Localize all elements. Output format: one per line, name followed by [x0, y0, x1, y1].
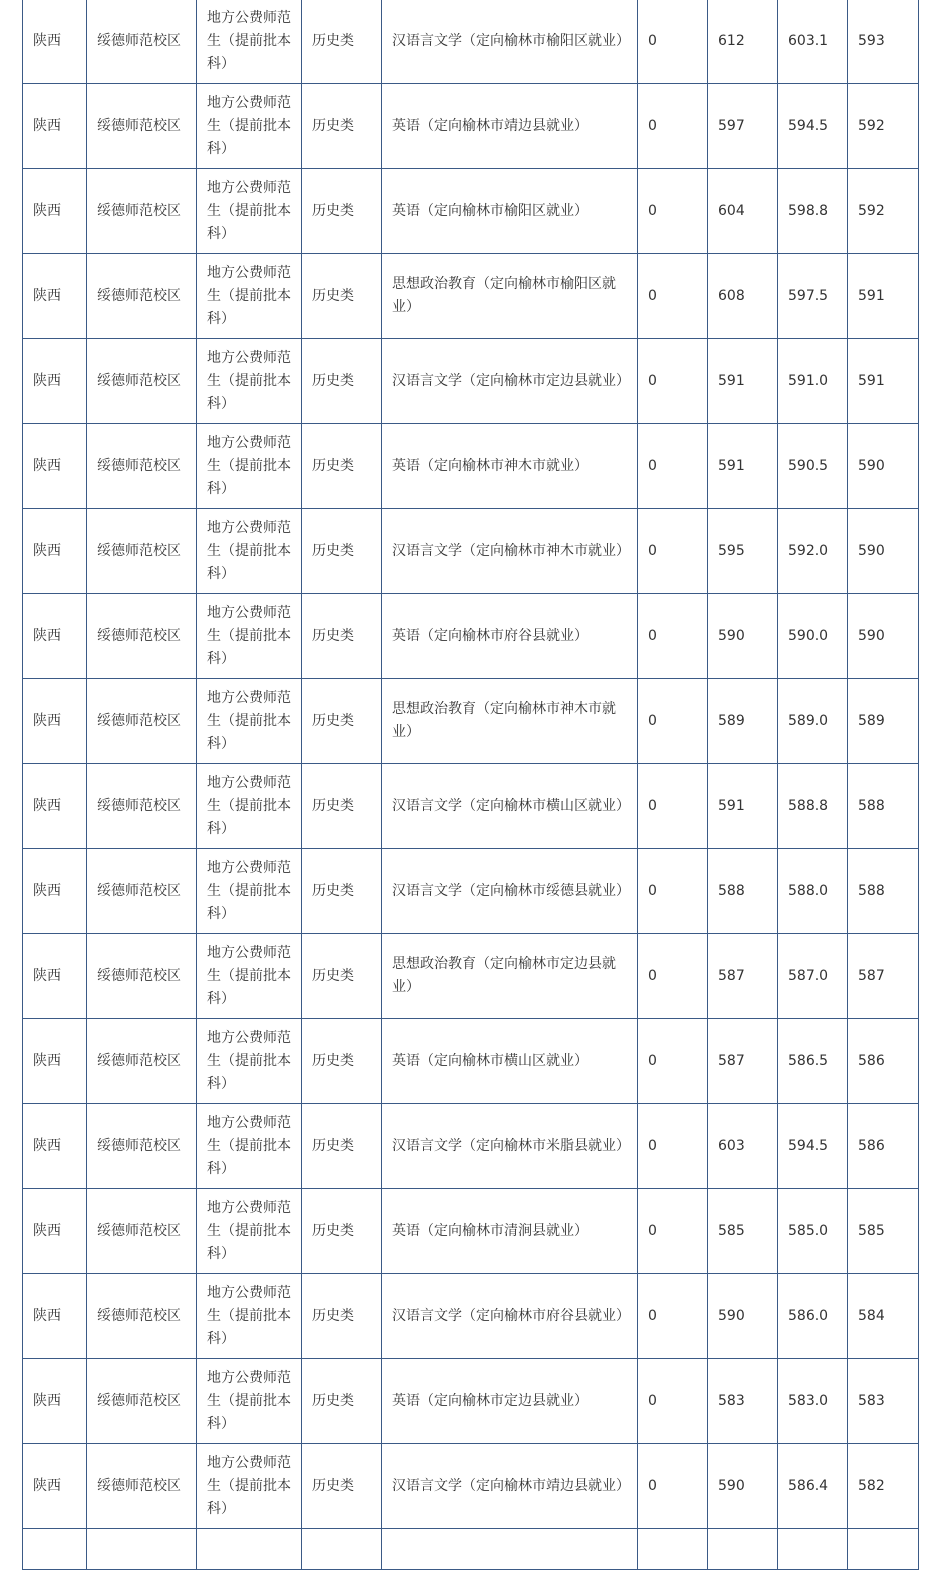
- avg-score-cell: 592.0: [778, 509, 848, 594]
- province-cell: 陕西: [23, 764, 87, 849]
- category-cell: 历史类: [302, 679, 382, 764]
- campus-cell: 绥德师范校区: [87, 169, 197, 254]
- avg-score-cell: 586.0: [778, 1274, 848, 1359]
- category-cell: 历史类: [302, 0, 382, 84]
- empty-cell: [197, 1529, 302, 1570]
- major-cell: 英语（定向榆林市清涧县就业）: [382, 1189, 638, 1274]
- category-cell: 历史类: [302, 849, 382, 934]
- plan-count-cell: 0: [638, 1274, 708, 1359]
- avg-score-cell: 583.0: [778, 1359, 848, 1444]
- min-score-cell: 591: [848, 254, 919, 339]
- empty-cell: [382, 1529, 638, 1570]
- min-score-cell: 585: [848, 1189, 919, 1274]
- table-row: [23, 1274, 919, 1359]
- avg-score-cell: 590.5: [778, 424, 848, 509]
- province-cell: 陕西: [23, 594, 87, 679]
- max-score-cell: 595: [708, 509, 778, 594]
- campus-cell: 绥德师范校区: [87, 1189, 197, 1274]
- table-row: [23, 169, 919, 254]
- province-cell: 陕西: [23, 84, 87, 169]
- plan-count-cell: 0: [638, 424, 708, 509]
- plan-count-cell: 0: [638, 849, 708, 934]
- empty-cell: [848, 1529, 919, 1570]
- category-cell: 历史类: [302, 254, 382, 339]
- plan-count-cell: 0: [638, 594, 708, 679]
- province-cell: 陕西: [23, 849, 87, 934]
- min-score-cell: 590: [848, 424, 919, 509]
- max-score-cell: 590: [708, 1444, 778, 1529]
- campus-cell: 绥德师范校区: [87, 1274, 197, 1359]
- avg-score-cell: 594.5: [778, 84, 848, 169]
- avg-score-cell: 588.0: [778, 849, 848, 934]
- min-score-cell: 588: [848, 849, 919, 934]
- min-score-cell: 584: [848, 1274, 919, 1359]
- major-cell: 思想政治教育（定向榆林市榆阳区就业）: [382, 254, 638, 339]
- max-score-cell: 604: [708, 169, 778, 254]
- avg-score-cell: 585.0: [778, 1189, 848, 1274]
- major-cell: 英语（定向榆林市定边县就业）: [382, 1359, 638, 1444]
- plan-count-cell: 0: [638, 1189, 708, 1274]
- max-score-cell: 608: [708, 254, 778, 339]
- plan-count-cell: 0: [638, 1019, 708, 1104]
- major-cell: 英语（定向榆林市神木市就业）: [382, 424, 638, 509]
- table-row: [23, 509, 919, 594]
- major-cell: 汉语言文学（定向榆林市府谷县就业）: [382, 1274, 638, 1359]
- province-cell: 陕西: [23, 339, 87, 424]
- campus-cell: 绥德师范校区: [87, 594, 197, 679]
- category-cell: 历史类: [302, 1444, 382, 1529]
- category-cell: 历史类: [302, 1104, 382, 1189]
- major-cell: 英语（定向榆林市府谷县就业）: [382, 594, 638, 679]
- batch-cell: 地方公费师范生（提前批本科）: [197, 1274, 302, 1359]
- category-cell: 历史类: [302, 169, 382, 254]
- table-row: [23, 254, 919, 339]
- campus-cell: 绥德师范校区: [87, 679, 197, 764]
- min-score-cell: 589: [848, 679, 919, 764]
- max-score-cell: 585: [708, 1189, 778, 1274]
- province-cell: 陕西: [23, 254, 87, 339]
- table-row: [23, 339, 919, 424]
- major-cell: 汉语言文学（定向榆林市神木市就业）: [382, 509, 638, 594]
- min-score-cell: 590: [848, 594, 919, 679]
- campus-cell: 绥德师范校区: [87, 849, 197, 934]
- campus-cell: 绥德师范校区: [87, 509, 197, 594]
- table-row: [23, 1444, 919, 1529]
- province-cell: 陕西: [23, 424, 87, 509]
- province-cell: 陕西: [23, 1274, 87, 1359]
- max-score-cell: 612: [708, 0, 778, 84]
- plan-count-cell: 0: [638, 254, 708, 339]
- max-score-cell: 603: [708, 1104, 778, 1189]
- admission-scores-table-container: [22, 0, 918, 1570]
- major-cell: 英语（定向榆林市靖边县就业）: [382, 84, 638, 169]
- batch-cell: 地方公费师范生（提前批本科）: [197, 1019, 302, 1104]
- empty-cell: [638, 1529, 708, 1570]
- batch-cell: 地方公费师范生（提前批本科）: [197, 509, 302, 594]
- min-score-cell: 587: [848, 934, 919, 1019]
- category-cell: 历史类: [302, 1359, 382, 1444]
- plan-count-cell: 0: [638, 509, 708, 594]
- table-body: [23, 0, 919, 1570]
- max-score-cell: 587: [708, 1019, 778, 1104]
- major-cell: 思想政治教育（定向榆林市神木市就业）: [382, 679, 638, 764]
- batch-cell: 地方公费师范生（提前批本科）: [197, 424, 302, 509]
- min-score-cell: 592: [848, 84, 919, 169]
- plan-count-cell: 0: [638, 1359, 708, 1444]
- max-score-cell: 589: [708, 679, 778, 764]
- max-score-cell: 591: [708, 339, 778, 424]
- table-row-partial: [23, 1529, 919, 1570]
- max-score-cell: 591: [708, 424, 778, 509]
- empty-cell: [778, 1529, 848, 1570]
- min-score-cell: 586: [848, 1019, 919, 1104]
- major-cell: 英语（定向榆林市榆阳区就业）: [382, 169, 638, 254]
- max-score-cell: 590: [708, 594, 778, 679]
- campus-cell: 绥德师范校区: [87, 764, 197, 849]
- batch-cell: 地方公费师范生（提前批本科）: [197, 84, 302, 169]
- province-cell: 陕西: [23, 169, 87, 254]
- max-score-cell: 590: [708, 1274, 778, 1359]
- table-row: [23, 934, 919, 1019]
- province-cell: 陕西: [23, 1104, 87, 1189]
- max-score-cell: 588: [708, 849, 778, 934]
- province-cell: 陕西: [23, 509, 87, 594]
- table-row: [23, 1019, 919, 1104]
- major-cell: 汉语言文学（定向榆林市横山区就业）: [382, 764, 638, 849]
- campus-cell: 绥德师范校区: [87, 84, 197, 169]
- table-row: [23, 849, 919, 934]
- min-score-cell: 583: [848, 1359, 919, 1444]
- major-cell: 思想政治教育（定向榆林市定边县就业）: [382, 934, 638, 1019]
- table-row: [23, 1189, 919, 1274]
- major-cell: 汉语言文学（定向榆林市靖边县就业）: [382, 1444, 638, 1529]
- empty-cell: [23, 1529, 87, 1570]
- min-score-cell: 591: [848, 339, 919, 424]
- category-cell: 历史类: [302, 339, 382, 424]
- batch-cell: 地方公费师范生（提前批本科）: [197, 1189, 302, 1274]
- category-cell: 历史类: [302, 1274, 382, 1359]
- empty-cell: [87, 1529, 197, 1570]
- plan-count-cell: 0: [638, 764, 708, 849]
- batch-cell: 地方公费师范生（提前批本科）: [197, 934, 302, 1019]
- max-score-cell: 587: [708, 934, 778, 1019]
- table-row: [23, 679, 919, 764]
- province-cell: 陕西: [23, 679, 87, 764]
- table-row: [23, 1104, 919, 1189]
- admission-scores-table: [22, 0, 919, 1570]
- major-cell: 汉语言文学（定向榆林市绥德县就业）: [382, 849, 638, 934]
- plan-count-cell: 0: [638, 339, 708, 424]
- major-cell: 英语（定向榆林市横山区就业）: [382, 1019, 638, 1104]
- avg-score-cell: 587.0: [778, 934, 848, 1019]
- table-row: [23, 0, 919, 84]
- campus-cell: 绥德师范校区: [87, 1359, 197, 1444]
- batch-cell: 地方公费师范生（提前批本科）: [197, 0, 302, 84]
- major-cell: 汉语言文学（定向榆林市定边县就业）: [382, 339, 638, 424]
- category-cell: 历史类: [302, 84, 382, 169]
- plan-count-cell: 0: [638, 0, 708, 84]
- avg-score-cell: 586.5: [778, 1019, 848, 1104]
- avg-score-cell: 588.8: [778, 764, 848, 849]
- batch-cell: 地方公费师范生（提前批本科）: [197, 679, 302, 764]
- plan-count-cell: 0: [638, 934, 708, 1019]
- avg-score-cell: 591.0: [778, 339, 848, 424]
- batch-cell: 地方公费师范生（提前批本科）: [197, 594, 302, 679]
- avg-score-cell: 590.0: [778, 594, 848, 679]
- campus-cell: 绥德师范校区: [87, 934, 197, 1019]
- category-cell: 历史类: [302, 509, 382, 594]
- min-score-cell: 582: [848, 1444, 919, 1529]
- campus-cell: 绥德师范校区: [87, 1444, 197, 1529]
- avg-score-cell: 603.1: [778, 0, 848, 84]
- major-cell: 汉语言文学（定向榆林市米脂县就业）: [382, 1104, 638, 1189]
- campus-cell: 绥德师范校区: [87, 1019, 197, 1104]
- province-cell: 陕西: [23, 1444, 87, 1529]
- plan-count-cell: 0: [638, 1444, 708, 1529]
- campus-cell: 绥德师范校区: [87, 1104, 197, 1189]
- batch-cell: 地方公费师范生（提前批本科）: [197, 1359, 302, 1444]
- avg-score-cell: 586.4: [778, 1444, 848, 1529]
- plan-count-cell: 0: [638, 84, 708, 169]
- batch-cell: 地方公费师范生（提前批本科）: [197, 1104, 302, 1189]
- table-row: [23, 594, 919, 679]
- max-score-cell: 597: [708, 84, 778, 169]
- batch-cell: 地方公费师范生（提前批本科）: [197, 169, 302, 254]
- min-score-cell: 586: [848, 1104, 919, 1189]
- province-cell: 陕西: [23, 934, 87, 1019]
- province-cell: 陕西: [23, 1019, 87, 1104]
- min-score-cell: 590: [848, 509, 919, 594]
- campus-cell: 绥德师范校区: [87, 254, 197, 339]
- empty-cell: [708, 1529, 778, 1570]
- avg-score-cell: 597.5: [778, 254, 848, 339]
- table-row: [23, 764, 919, 849]
- batch-cell: 地方公费师范生（提前批本科）: [197, 339, 302, 424]
- batch-cell: 地方公费师范生（提前批本科）: [197, 764, 302, 849]
- category-cell: 历史类: [302, 934, 382, 1019]
- category-cell: 历史类: [302, 424, 382, 509]
- campus-cell: 绥德师范校区: [87, 339, 197, 424]
- avg-score-cell: 589.0: [778, 679, 848, 764]
- batch-cell: 地方公费师范生（提前批本科）: [197, 849, 302, 934]
- table-row: [23, 1359, 919, 1444]
- major-cell: 汉语言文学（定向榆林市榆阳区就业）: [382, 0, 638, 84]
- province-cell: 陕西: [23, 0, 87, 84]
- batch-cell: 地方公费师范生（提前批本科）: [197, 1444, 302, 1529]
- plan-count-cell: 0: [638, 679, 708, 764]
- category-cell: 历史类: [302, 764, 382, 849]
- avg-score-cell: 594.5: [778, 1104, 848, 1189]
- plan-count-cell: 0: [638, 169, 708, 254]
- province-cell: 陕西: [23, 1359, 87, 1444]
- min-score-cell: 592: [848, 169, 919, 254]
- min-score-cell: 588: [848, 764, 919, 849]
- category-cell: 历史类: [302, 1019, 382, 1104]
- province-cell: 陕西: [23, 1189, 87, 1274]
- avg-score-cell: 598.8: [778, 169, 848, 254]
- min-score-cell: 593: [848, 0, 919, 84]
- max-score-cell: 583: [708, 1359, 778, 1444]
- category-cell: 历史类: [302, 594, 382, 679]
- plan-count-cell: 0: [638, 1104, 708, 1189]
- batch-cell: 地方公费师范生（提前批本科）: [197, 254, 302, 339]
- campus-cell: 绥德师范校区: [87, 424, 197, 509]
- category-cell: 历史类: [302, 1189, 382, 1274]
- campus-cell: 绥德师范校区: [87, 0, 197, 84]
- table-row: [23, 84, 919, 169]
- table-row: [23, 424, 919, 509]
- max-score-cell: 591: [708, 764, 778, 849]
- empty-cell: [302, 1529, 382, 1570]
